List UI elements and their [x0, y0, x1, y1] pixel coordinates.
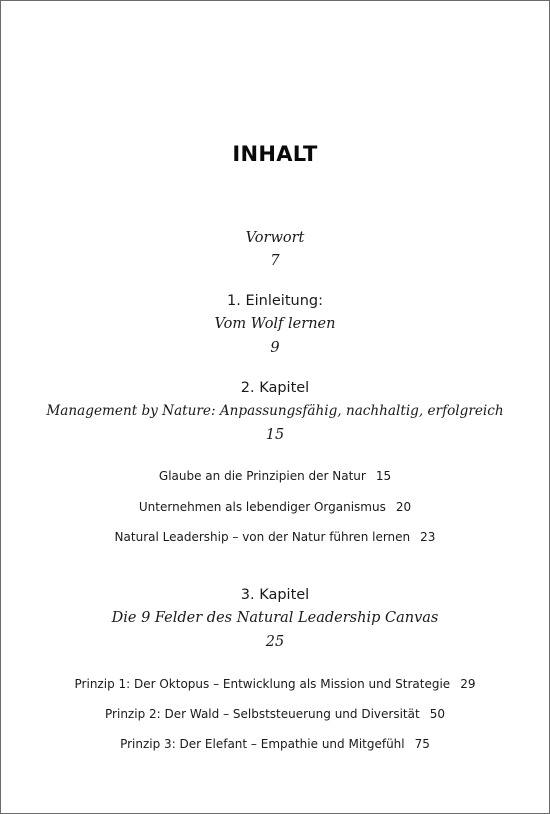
chapter2-page: 15	[265, 427, 285, 443]
toc-entry	[1, 469, 549, 483]
foreword-title: Vorwort	[245, 230, 305, 246]
chapter2-label: 2. Kapitel	[240, 380, 310, 396]
chapter1-subtitle: Vom Wolf lernen	[214, 316, 336, 332]
page-title: INHALT	[232, 142, 318, 166]
chapter3-label: 3. Kapitel	[240, 587, 310, 603]
chapter2-subtitle: Management by Nature: Anpassungsfähig, nachhaltig, erfolgreich	[46, 403, 504, 419]
toc-entry-text: Natural Leadership – von der Natur führen lernen	[114, 530, 411, 544]
toc-entry	[1, 677, 549, 691]
chapter1-label: 1. Einleitung:	[227, 293, 323, 309]
toc-entry-text: Prinzip 3: Der Elefant – Empathie und Mitgefühl	[120, 737, 405, 751]
toc-entry-page: 29	[460, 677, 476, 691]
toc-entry	[1, 707, 549, 721]
toc-entry-page: 15	[375, 469, 392, 483]
toc-entry-page: 50	[429, 707, 445, 721]
chapter1-page: 9	[270, 340, 280, 356]
toc-entry-page: 20	[395, 500, 412, 514]
toc-entry-page: 23	[420, 530, 436, 544]
foreword-page: 7	[270, 253, 280, 269]
toc-entry-text: Prinzip 2: Der Wald – Selbststeuerung und Diversität	[105, 707, 420, 721]
chapter3-page: 25	[265, 634, 285, 650]
toc-entry-page: 75	[414, 737, 430, 751]
toc-entry-text: Prinzip 1: Der Oktopus – Entwicklung als Mission und Strategie	[74, 677, 451, 691]
toc-entry	[1, 500, 549, 514]
toc-entry	[1, 737, 549, 751]
toc-entry	[1, 530, 549, 544]
toc-entry-text: Unternehmen als lebendiger Organismus	[138, 500, 386, 514]
chapter3-subtitle: Die 9 Felder des Natural Leadership Canvas	[111, 610, 439, 626]
toc-entry-text: Glaube an die Prinzipien der Natur	[158, 469, 366, 483]
